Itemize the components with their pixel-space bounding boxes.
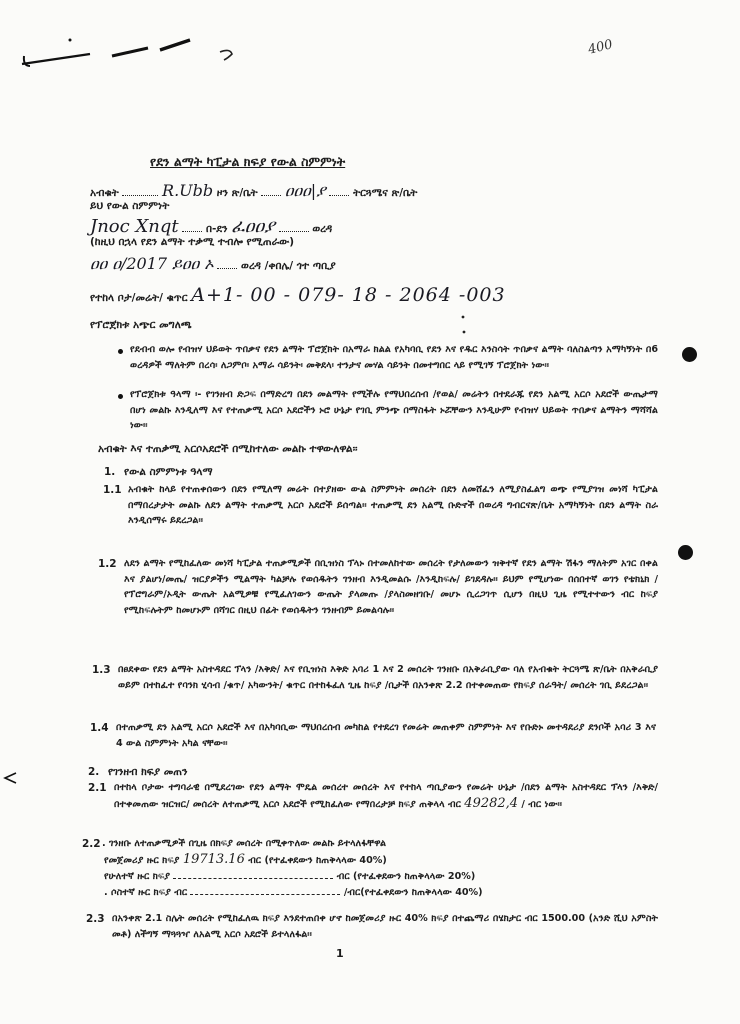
party-handwriting: Jnoc Xnqt <box>90 216 179 237</box>
edge-mark <box>2 772 18 784</box>
page-number: 1 <box>336 947 344 960</box>
grantor-label: አብቁት <box>90 187 119 199</box>
zone-handwriting: ፈዐዐያ <box>231 216 276 237</box>
wereda-handwriting: ዐዐዐ|ያ <box>284 181 326 200</box>
punch-hole <box>678 545 693 560</box>
date-suffix: ወረዳ /ቀበሌ/ ጎተ ጣቢያ <box>241 260 336 272</box>
clause-2-2-intro: . ገንዘቡ ለተጠቃሚዎች በጊዜ በክፍያ መሰረት በሚቀጥለው መልኩ ይተላለፋቸዋል <box>102 838 387 849</box>
clause-1-3: በፀደቀው የደን ልማት አስተዳደር ፕላን /እቅድ/ እና የቢዝነስ እቅድ አባሪ 1 እና 2 መሰረት ገንዘቡ በአቅራቢያው ባለ የአብቁት ትርጓሜ ጽ/ቤት በአቅራቢያ ወይም በተከፈተ የባንክ ሂሳብ /ቁጥ/ አካውንት/ ቁጥር በተከፋፈለ ጊዜ ከፍያ /ቢታች በአንቀጽ 2.2 በተቀመጠው የክፍያ ሰራዓት/ መሰረት ገቢ ይደረጋል፡፡ <box>118 664 658 691</box>
zone-label: በ-ደን <box>205 223 228 235</box>
section-1-number: 1. <box>104 466 116 478</box>
clause-2-1-text: በተከላ ቦታው ተግባራዊ በሚደረገው የደን ልማት ሞዴል መሰረተ መሰረት እና የተከላ ጣቢያውን የመሬት ሁኔታ /በደን ልማት አስተዳደር ፕላን /እቅድ/ በተቀመጠው ዝርዝር/ መሰረት ለተጠቃሚ አርሶ አደሮች የሚከፈለው የማበረታቻ ክፍያ ጠቅላላ ብር <box>114 782 658 810</box>
clause-number: 1.1 <box>103 484 122 496</box>
party-row <box>90 216 332 237</box>
installment-label: የሁለተኛ ዙር ክፍያ <box>104 871 171 882</box>
date-handwriting: ዐዐ ዐ/2017 ይዐዐ ኦ <box>90 254 214 273</box>
clause-number: 2.3 <box>86 913 105 925</box>
clause-2-2-line-3 <box>104 885 660 901</box>
punch-hole <box>682 347 697 362</box>
site-id-row <box>90 284 506 306</box>
document-title: የደን ልማት ካፒታል ክፍያ የውል ስምምነት <box>150 154 346 169</box>
clause-2-1 <box>114 780 658 812</box>
installment-amount: 19713.16 <box>182 852 245 867</box>
grantor-row <box>90 181 417 201</box>
clause-number: 2.1 <box>88 782 107 794</box>
clause-2-3: በአንቀጽ 2.1 ስሌት መሰረት የሚከፈለዉ ክፍያ እንደተጠበቀ ሆኖ ከመጀመሪያ ዙር 40% ክፍያ በተጨማሪ በሄክታር ብር 1500.00 (አንድ ሺህ አምስት መቶ) ለችግኝ ማጓጓዣ ለአልሚ አርሶ አደሮች ይተላለፋል፡፡ <box>112 913 658 940</box>
clause-number: 1.2 <box>98 558 117 570</box>
clause-number: 1.4 <box>90 722 109 734</box>
project-bullet-2: የፕሮጀክቱ ዓላማ ፡- የገንዘብ ድጋፍ በማድረግ በደን መልማት የሚችሉ የማህበረሰብ /የወል/ መሬትን በተደራጁ የደን አልሚ አርሶ አደሮች ውጤታማ በሆነ መልኩ እንዲለማ እና የተጠቃሚ አርሶ አደሮችን ኑሮ ሁኔታ የገቢ ምንጭ በማስፋት ኑሯቸውን እንዲሁም የብዝሃ ህይወት ጥበቃና ልማትን ማሻሻል ነው፡፡ <box>130 389 659 431</box>
zone-suffix: ወረዳ <box>312 223 333 235</box>
site-id-label: የተከላ ቦታ/መሬት/ ቁጥር <box>90 292 188 304</box>
page-mark: 400 <box>586 37 615 58</box>
wereda-label: ዞን ጽ/ቤት <box>216 187 258 199</box>
date-row <box>90 254 336 274</box>
installment-suffix: ብር (የተፈቀደውን ከጠቅላላው 40%) <box>248 855 387 866</box>
intro-line: ይህ የውል ስምምነት <box>90 200 170 212</box>
clause-1-4: በተጠቃሚ ደን አልሚ አርሶ አደሮች እና በአካባቢው ማህበረሰብ መካከል የተደረገ የመሬት መጠቀም ስምምነት እና የቡድኑ መተዳደሪያ ደንቦች አባሪ 3 እና 4 ውል ስምምነት አካል ናቸው፡፡ <box>116 722 656 749</box>
clause-2-1-suffix: / ብር ነው፡፡ <box>521 798 563 810</box>
office-label: ትርጓሜና ጽ/ቤት <box>353 187 418 199</box>
clause-1-1: አብቁት ከላይ የተጠቀሰውን በደን የሚለማ መሬት በተያዘው ውል ስምምነት መሰረት በደን ለመሸፈን ለሚያስፈልግ ወጭ የሚያገዝ መነሻ ካፒታል በማበረታታት መልኩ ለደን ልማት ተጠቃሚ አርሶ አደሮች ይሰጣል፡፡ ተጠቃሚ ደን አልሚ ቡድኖች በወረዳ ግብርናጽ/ቤት አማካኝነት በደን ልማት ስራ እንዲሰማሩ ይደረጋል፡፡ <box>128 484 658 526</box>
clause-1-2: ለደን ልማት የሚከፈለው መነሻ ካፒታል ተጠቃሚዎች በቢዝነስ ፕላኑ በተመለከተው መሰረት የታለመውን ዝቅተኛ የደን ልማት ሽፋን ማለትም አገር በቀል እና ያልሆነ/መጤ/ ዝርያዎችን ሚልማት ካልቻሉ የወሰዱትን ገንዘብ እንዲመልሱ /እንዲከፍሉ/ ይገደዳሉ፡፡ ይህም የሚሆነው በሰበተኛ ወገን የቴክኒክ /የፕሮግራም/ኦዲት ውጤት አልሚዎቹ የሚፈለገውን ውጤት ያላመጡ /ያላስመዘገቡ/ መሆኑ ሲረጋገጥ ሲሆን በዚህ ጊዜ የሚተተውን ብር ከፍያ የሚከፍሉትም ከመሆኑም በሻገር በዚህ በፊት የወሰዱትን ገንዘብም ይመልሳሉ፡፡ <box>124 558 658 616</box>
agreement-intro: አብቁት እና ተጠቃሚ አርሶአደሮች በሚከተለው መልኩ ተዋውለዋል፡፡ <box>98 443 358 455</box>
handwritten-dots <box>458 313 468 337</box>
clause-2-2-line-1 <box>104 852 660 869</box>
clause-number: 1.3 <box>92 664 111 676</box>
project-summary-heading: የፕሮጀክቱ አጭር መግለጫ <box>90 319 192 331</box>
section-2-number: 2. <box>88 766 100 778</box>
note-line: (ከዚህ በኋላ የደን ልማት ተቃሚ ተብሎ የሚጠራው) <box>90 236 295 248</box>
handwritten-scrawl-mark <box>20 26 250 76</box>
installment-suffix: /ብር(የተፈቀደውን ከጠቅላላው 40%) <box>343 887 483 898</box>
project-bullet-1: የደብብ ወሎ የብዝሃ ህይወት ጥበቃና የደን ልማት ፕሮጀክት በአማራ ክልል የአካባቢ የደን እና የዱር እንስሳት ጥበቃና ልማት ባለስልጣን አማካኝነት በ6 ወረዳዎች ማለትም በረሳ፡ ለጋምቦ፡ አማራ ሳይንት፡ መቅደላ፡ ተንታና መሃል ሳይንት በመተግበር ላይ የሚገኝ ፕሮጀክት ነው፡፡ <box>130 344 658 371</box>
bullet-marker <box>118 394 123 399</box>
clause-2-2-line-2 <box>104 869 660 885</box>
installment-label: . ሶስተኛ ዙር ክፍያ ብር <box>104 887 188 898</box>
clause-2-1-amount: 49282,4 <box>464 795 519 811</box>
section-2-heading: የገንዘብ ክፍያ መጠን <box>108 766 188 778</box>
grantor-handwriting: R.Ubb <box>162 181 214 200</box>
site-id-handwriting: A+1- 00 - 079- 18 - 2064 -003 <box>191 284 506 306</box>
bullet-marker <box>118 349 123 354</box>
section-1-heading: የውል ስምምነቱ ዓላማ <box>124 466 213 478</box>
clause-number: 2.2 <box>82 838 101 850</box>
installment-suffix: ብር (የተፈቀደውን ከጠቅላላው 20%) <box>336 871 476 882</box>
installment-label: የመጀመሪያ ዙር ክፍያ <box>104 855 180 866</box>
